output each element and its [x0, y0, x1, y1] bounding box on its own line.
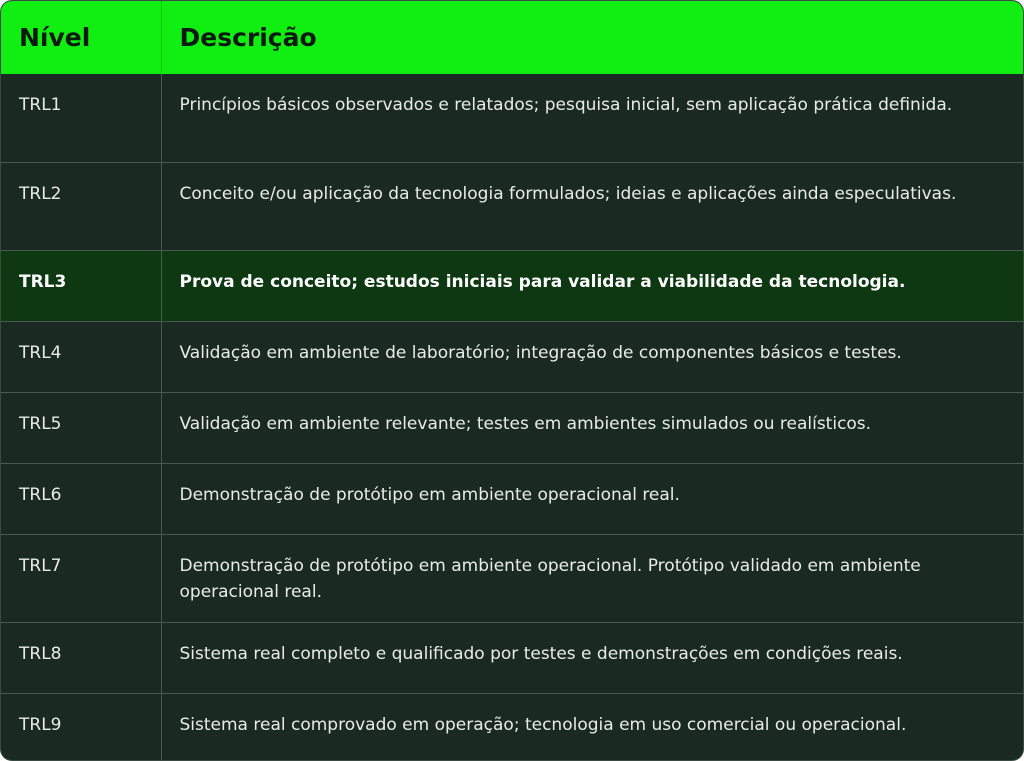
table-body: [1, 74, 1023, 761]
cell-description: Prova de conceito; estudos iniciais para validar a viabilidade da tecnologia.: [161, 250, 1023, 321]
header-row: [1, 1, 1023, 74]
cell-level: TRL9: [1, 693, 161, 761]
table-row: [1, 693, 1023, 761]
cell-description: Demonstração de protótipo em ambiente operacional real.: [161, 463, 1023, 534]
cell-level: TRL8: [1, 622, 161, 693]
cell-level: TRL1: [1, 74, 161, 162]
cell-description: Demonstração de protótipo em ambiente operacional. Protótipo validado em ambiente operacional real.: [161, 534, 1023, 622]
cell-description: Sistema real completo e qualificado por testes e demonstrações em condições reais.: [161, 622, 1023, 693]
table-row: [1, 463, 1023, 534]
cell-description: Validação em ambiente de laboratório; integração de componentes básicos e testes.: [161, 321, 1023, 392]
cell-level: TRL6: [1, 463, 161, 534]
cell-level: TRL2: [1, 162, 161, 250]
cell-description: Validação em ambiente relevante; testes em ambientes simulados ou realísticos.: [161, 392, 1023, 463]
table-header: [1, 1, 1023, 74]
cell-description: Sistema real comprovado em operação; tecnologia em uso comercial ou operacional.: [161, 693, 1023, 761]
trl-table: [1, 1, 1023, 761]
cell-description: Princípios básicos observados e relatados; pesquisa inicial, sem aplicação prática definida.: [179, 95, 953, 115]
table-row: [1, 321, 1023, 392]
cell-level: TRL4: [1, 321, 161, 392]
cell-level: TRL7: [1, 534, 161, 622]
table-row: [1, 534, 1023, 622]
cell-level: TRL3: [1, 250, 161, 321]
table-row: [1, 162, 1023, 250]
table-row: [1, 622, 1023, 693]
header-level: Nível: [1, 1, 161, 74]
cell-description: Conceito e/ou aplicação da tecnologia formulados; ideias e aplicações ainda especulativas.: [161, 162, 1023, 250]
cell-level: TRL5: [1, 392, 161, 463]
table-row: [1, 74, 1023, 162]
header-description: Descrição: [179, 23, 317, 52]
table-row: [1, 392, 1023, 463]
table-row-highlighted: [1, 250, 1023, 321]
